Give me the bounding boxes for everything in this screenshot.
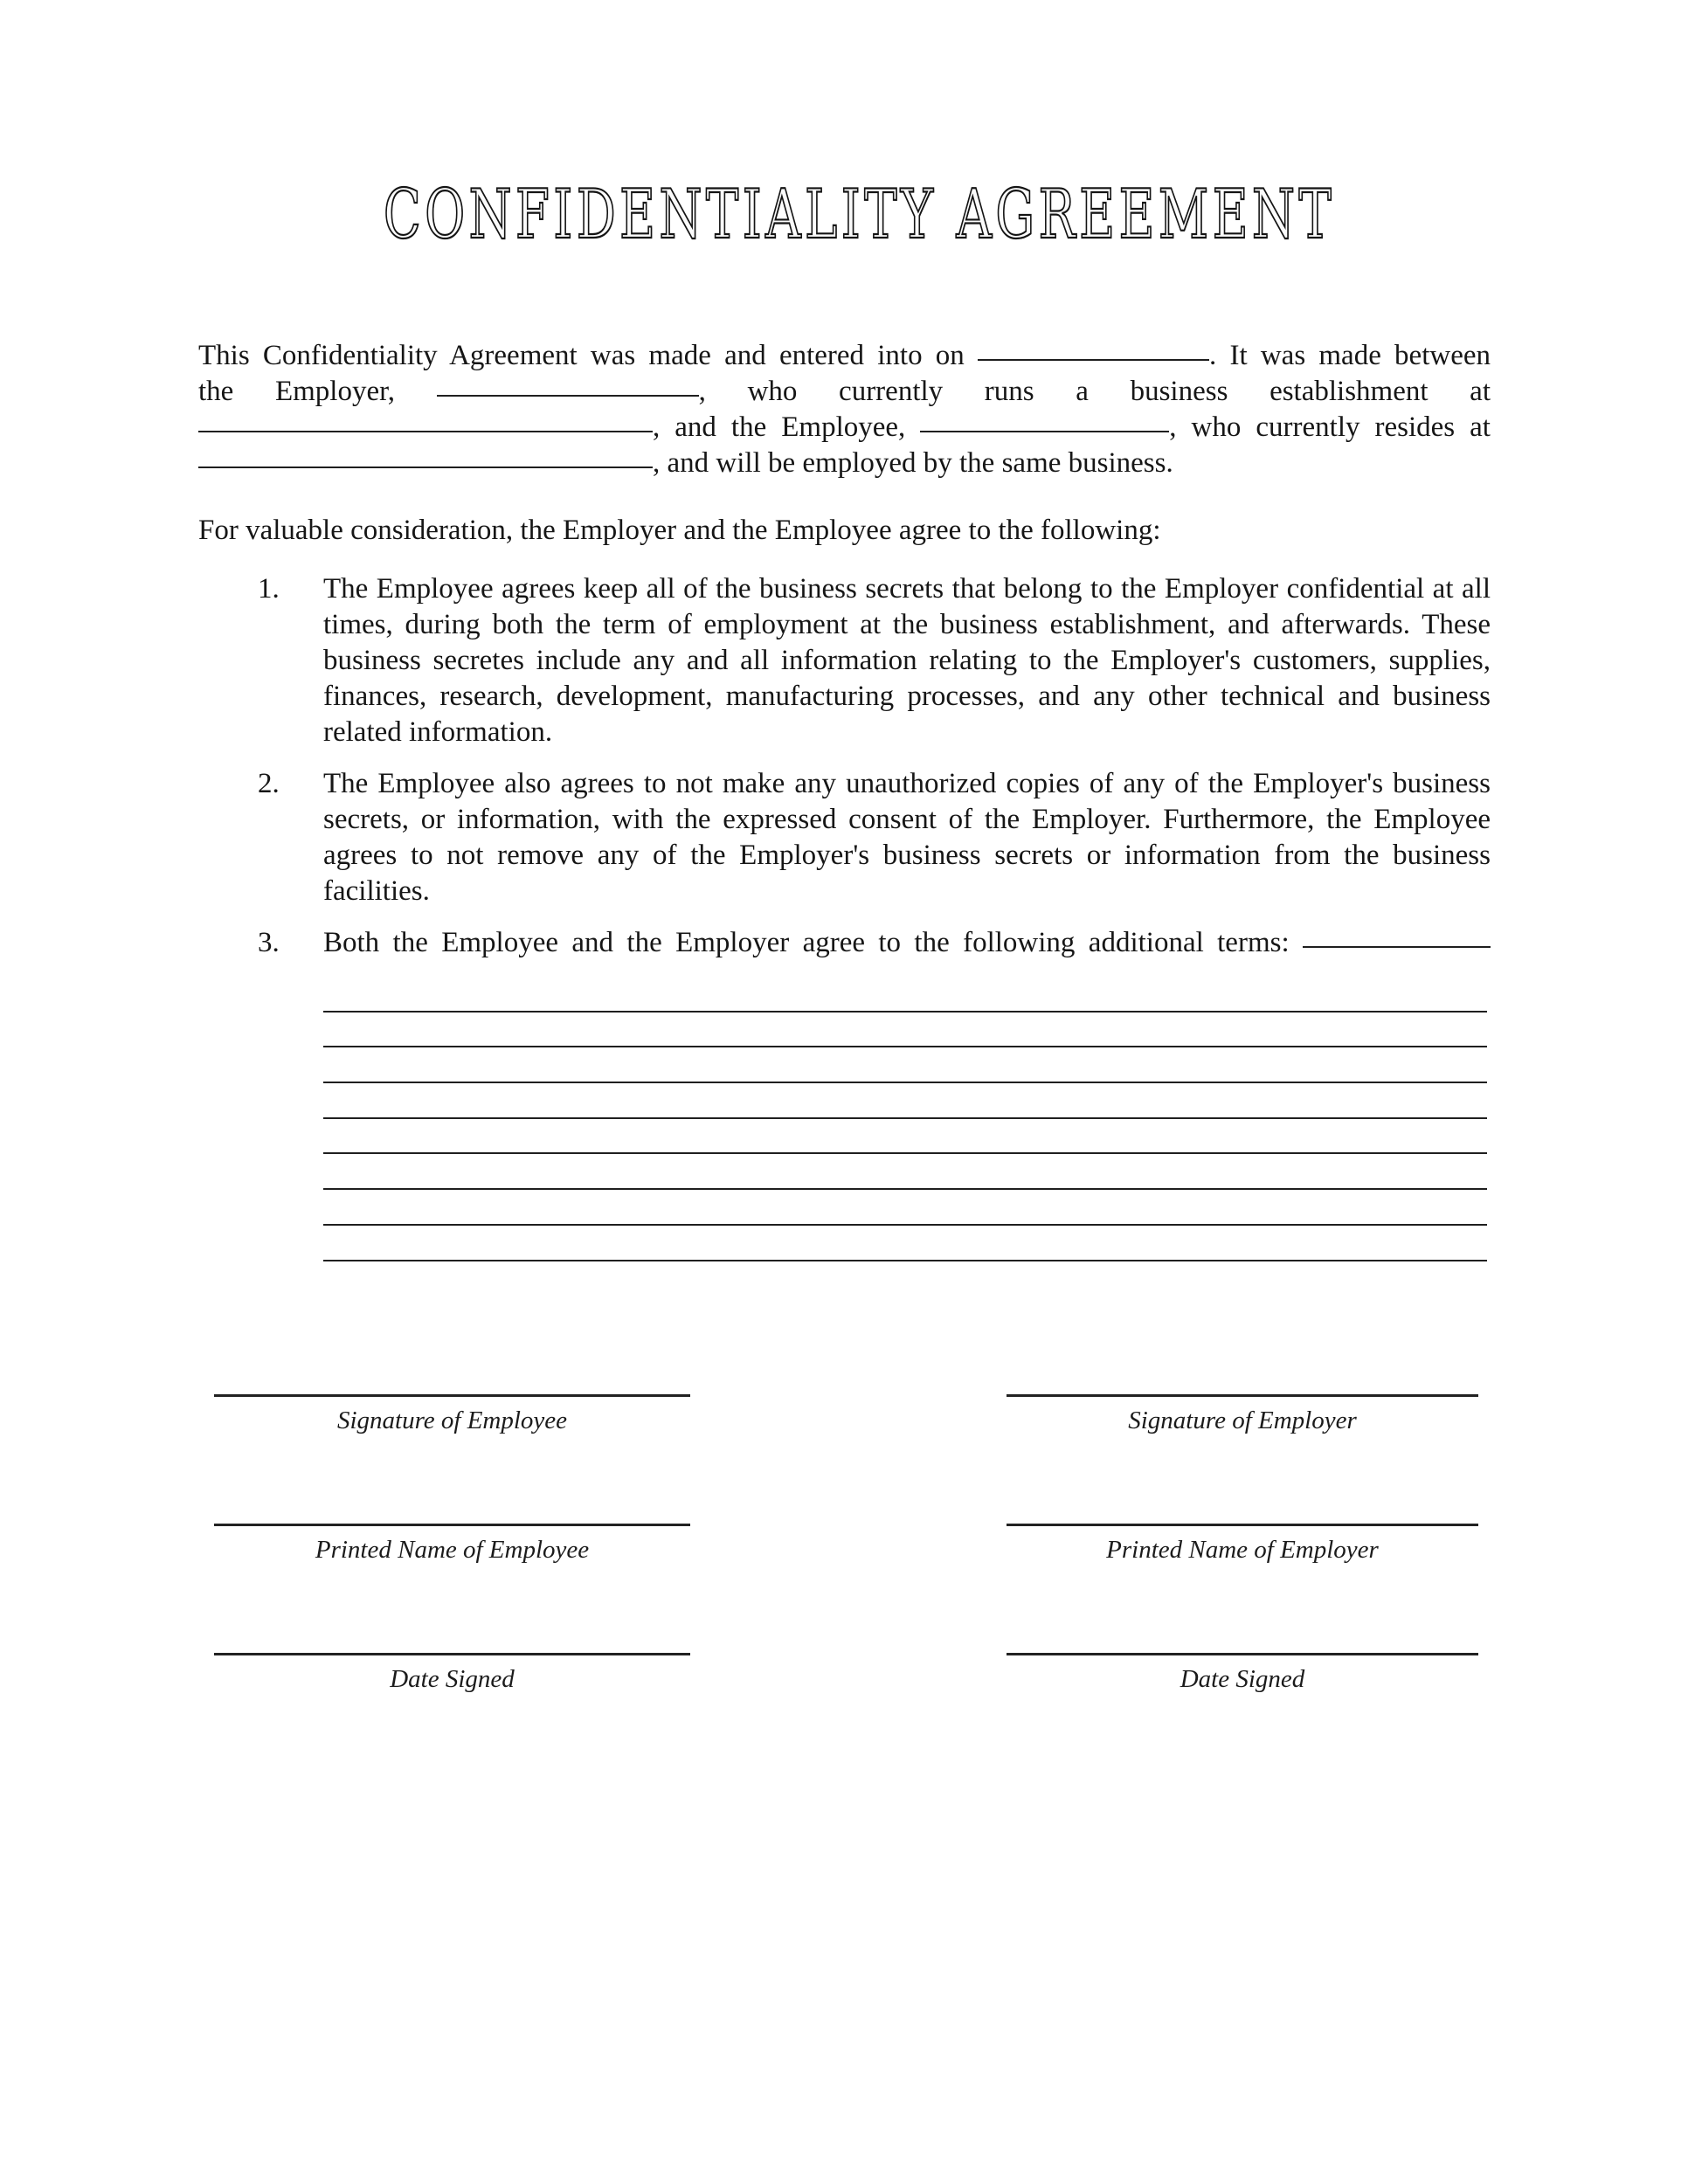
additional-terms-line[interactable] xyxy=(323,1013,1487,1048)
document-content xyxy=(0,176,1688,1694)
term-text-content: The Employee also agrees to not make any unauthorized copies of any of the Employer's business secrets, or information, with the expressed consent of the Employer. Furthermore, the Employee agrees to not remove any of the Employer's business secrets or information from the business facilities. xyxy=(323,768,1491,907)
signature-row xyxy=(1007,1653,1478,1694)
signature-label: Printed Name of Employee xyxy=(315,1535,590,1564)
signature-label: Date Signed xyxy=(390,1664,515,1693)
signature-row xyxy=(214,1394,690,1435)
signature-label: Signature of Employer xyxy=(1128,1406,1357,1434)
intro-text: , who currently runs a business establishment at xyxy=(698,376,1491,407)
intro-text: , who currently resides at xyxy=(1169,411,1491,443)
signature-row xyxy=(214,1653,690,1694)
term-text-content: The Employee agrees keep all of the business secrets that belong to the Employer confidential at all times, during both the term of employment at the business establishment, and afterwards. These business secretes include any and all information relating to the Employer's customers, supplies, finances, research, development, manufacturing processes, and any other technical and business related information. xyxy=(323,573,1491,748)
blank-field[interactable] xyxy=(437,394,699,397)
signature-column-spacer xyxy=(690,1394,1007,1694)
additional-terms-line[interactable] xyxy=(323,1119,1487,1155)
signature-line[interactable] xyxy=(1007,1653,1478,1655)
signature-row xyxy=(1007,1394,1478,1435)
additional-terms-line[interactable] xyxy=(323,977,1487,1013)
blank-field[interactable] xyxy=(978,358,1209,361)
signature-line[interactable] xyxy=(214,1524,690,1526)
signature-line[interactable] xyxy=(1007,1524,1478,1526)
intro-text: the Employer, xyxy=(198,376,437,407)
intro-paragraph xyxy=(198,338,1491,481)
term-item xyxy=(258,766,1491,909)
term-text xyxy=(323,571,1491,750)
term-item xyxy=(258,571,1491,750)
consideration-line: For valuable consideration, the Employer and the Employee agree to the following: xyxy=(198,515,1161,546)
intro-text: This Confidentiality Agreement was made and entered into on xyxy=(198,340,979,371)
term-number: 1. xyxy=(258,573,280,605)
term-text xyxy=(323,925,1491,961)
document-title-text: CONFIDENTIALITY AGREEMENT xyxy=(383,176,1336,254)
intro-line xyxy=(198,410,1491,446)
intro-line xyxy=(198,374,1491,410)
signature-line[interactable] xyxy=(214,1653,690,1655)
intro-text: , and will be employed by the same business. xyxy=(653,447,1173,479)
signature-row xyxy=(1007,1524,1478,1565)
signature-row xyxy=(214,1524,690,1565)
blank-field[interactable] xyxy=(198,430,653,432)
signature-column-employee xyxy=(214,1394,690,1694)
term-item xyxy=(258,925,1491,961)
intro-line xyxy=(198,338,1491,374)
signature-label: Printed Name of Employer xyxy=(1106,1535,1379,1564)
intro-text: , and the Employee, xyxy=(653,411,921,443)
intro-text: . It was made between xyxy=(1209,340,1491,371)
blank-field[interactable] xyxy=(198,466,653,468)
document-title xyxy=(198,176,1491,254)
blank-field[interactable] xyxy=(1303,945,1491,948)
additional-terms-line[interactable] xyxy=(323,1190,1487,1226)
signature-column-employer xyxy=(1007,1394,1478,1694)
signature-label: Signature of Employee xyxy=(336,1406,568,1434)
intro-line xyxy=(198,446,1491,481)
additional-terms-lines xyxy=(323,977,1487,1261)
additional-terms-line[interactable] xyxy=(323,1083,1487,1119)
signature-section xyxy=(198,1394,1491,1694)
term-text xyxy=(323,766,1491,909)
term-text-content: Both the Employee and the Employer agree to the following additional terms: xyxy=(323,927,1303,958)
signature-line[interactable] xyxy=(1007,1394,1478,1397)
additional-terms-line[interactable] xyxy=(323,1226,1487,1261)
additional-terms-line[interactable] xyxy=(323,1154,1487,1190)
signature-label: Date Signed xyxy=(1180,1664,1305,1693)
signature-line[interactable] xyxy=(214,1394,690,1397)
terms-list xyxy=(258,571,1491,961)
term-number: 3. xyxy=(258,927,280,958)
term-number: 2. xyxy=(258,768,280,799)
additional-terms-line[interactable] xyxy=(323,1047,1487,1083)
blank-field[interactable] xyxy=(920,430,1169,432)
